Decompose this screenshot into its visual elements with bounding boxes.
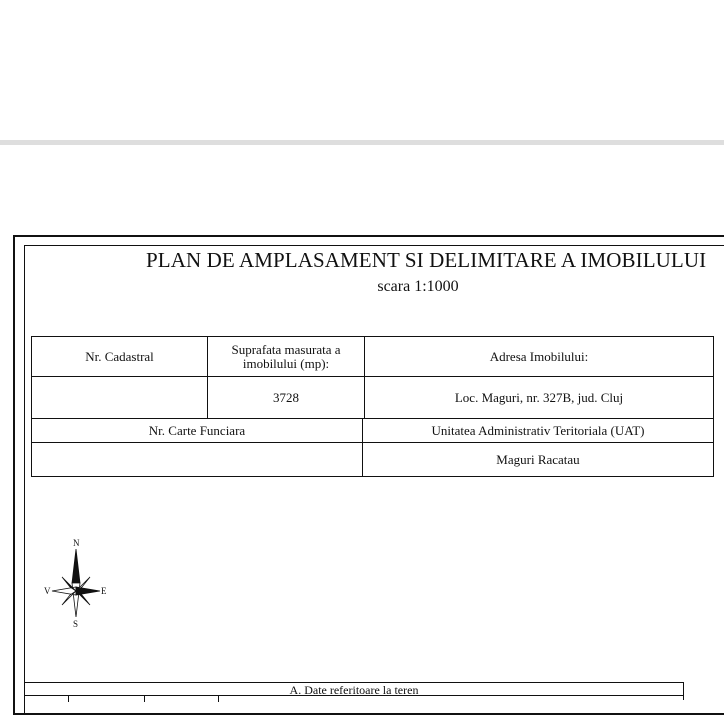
property-table xyxy=(31,336,714,419)
section-a-columns xyxy=(24,695,684,702)
land-book-value xyxy=(32,443,363,477)
address-value: Loc. Maguri, nr. 327B, jud. Cluj xyxy=(365,377,714,419)
page-divider xyxy=(0,140,724,145)
sheet-inner-frame xyxy=(24,245,724,715)
section-a-label: A. Date referitoare la teren xyxy=(289,683,419,697)
address-header: Adresa Imobilului: xyxy=(365,337,714,377)
column-separator xyxy=(144,696,145,702)
column-separator xyxy=(68,696,69,702)
document-scale: scara 1:1000 xyxy=(377,278,459,295)
viewer-top-area xyxy=(0,0,724,140)
table-row xyxy=(32,443,714,477)
cadastral-number-header: Nr. Cadastral xyxy=(32,337,208,377)
compass-south-label: S xyxy=(73,619,79,629)
land-book-header: Nr. Carte Funciara xyxy=(32,419,363,443)
registry-table xyxy=(31,418,714,477)
uat-value: Maguri Racatau xyxy=(363,443,714,477)
table-row xyxy=(32,377,714,419)
compass-rose-icon xyxy=(40,537,112,629)
measured-area-value: 3728 xyxy=(208,377,365,419)
table-row xyxy=(32,419,714,443)
cadastral-number-value xyxy=(32,377,208,419)
table-row xyxy=(32,337,714,377)
column-separator xyxy=(218,696,219,702)
document-title: PLAN DE AMPLASAMENT SI DELIMITARE A IMOBILULUI xyxy=(146,248,707,272)
compass-east-label: E xyxy=(101,586,107,596)
compass-north-label: N xyxy=(73,538,80,548)
uat-header: Unitatea Administrativ Teritoriala (UAT) xyxy=(363,419,714,443)
compass-west-label: V xyxy=(44,586,51,596)
measured-area-header: Suprafata masurata a imobilului (mp): xyxy=(208,337,365,377)
